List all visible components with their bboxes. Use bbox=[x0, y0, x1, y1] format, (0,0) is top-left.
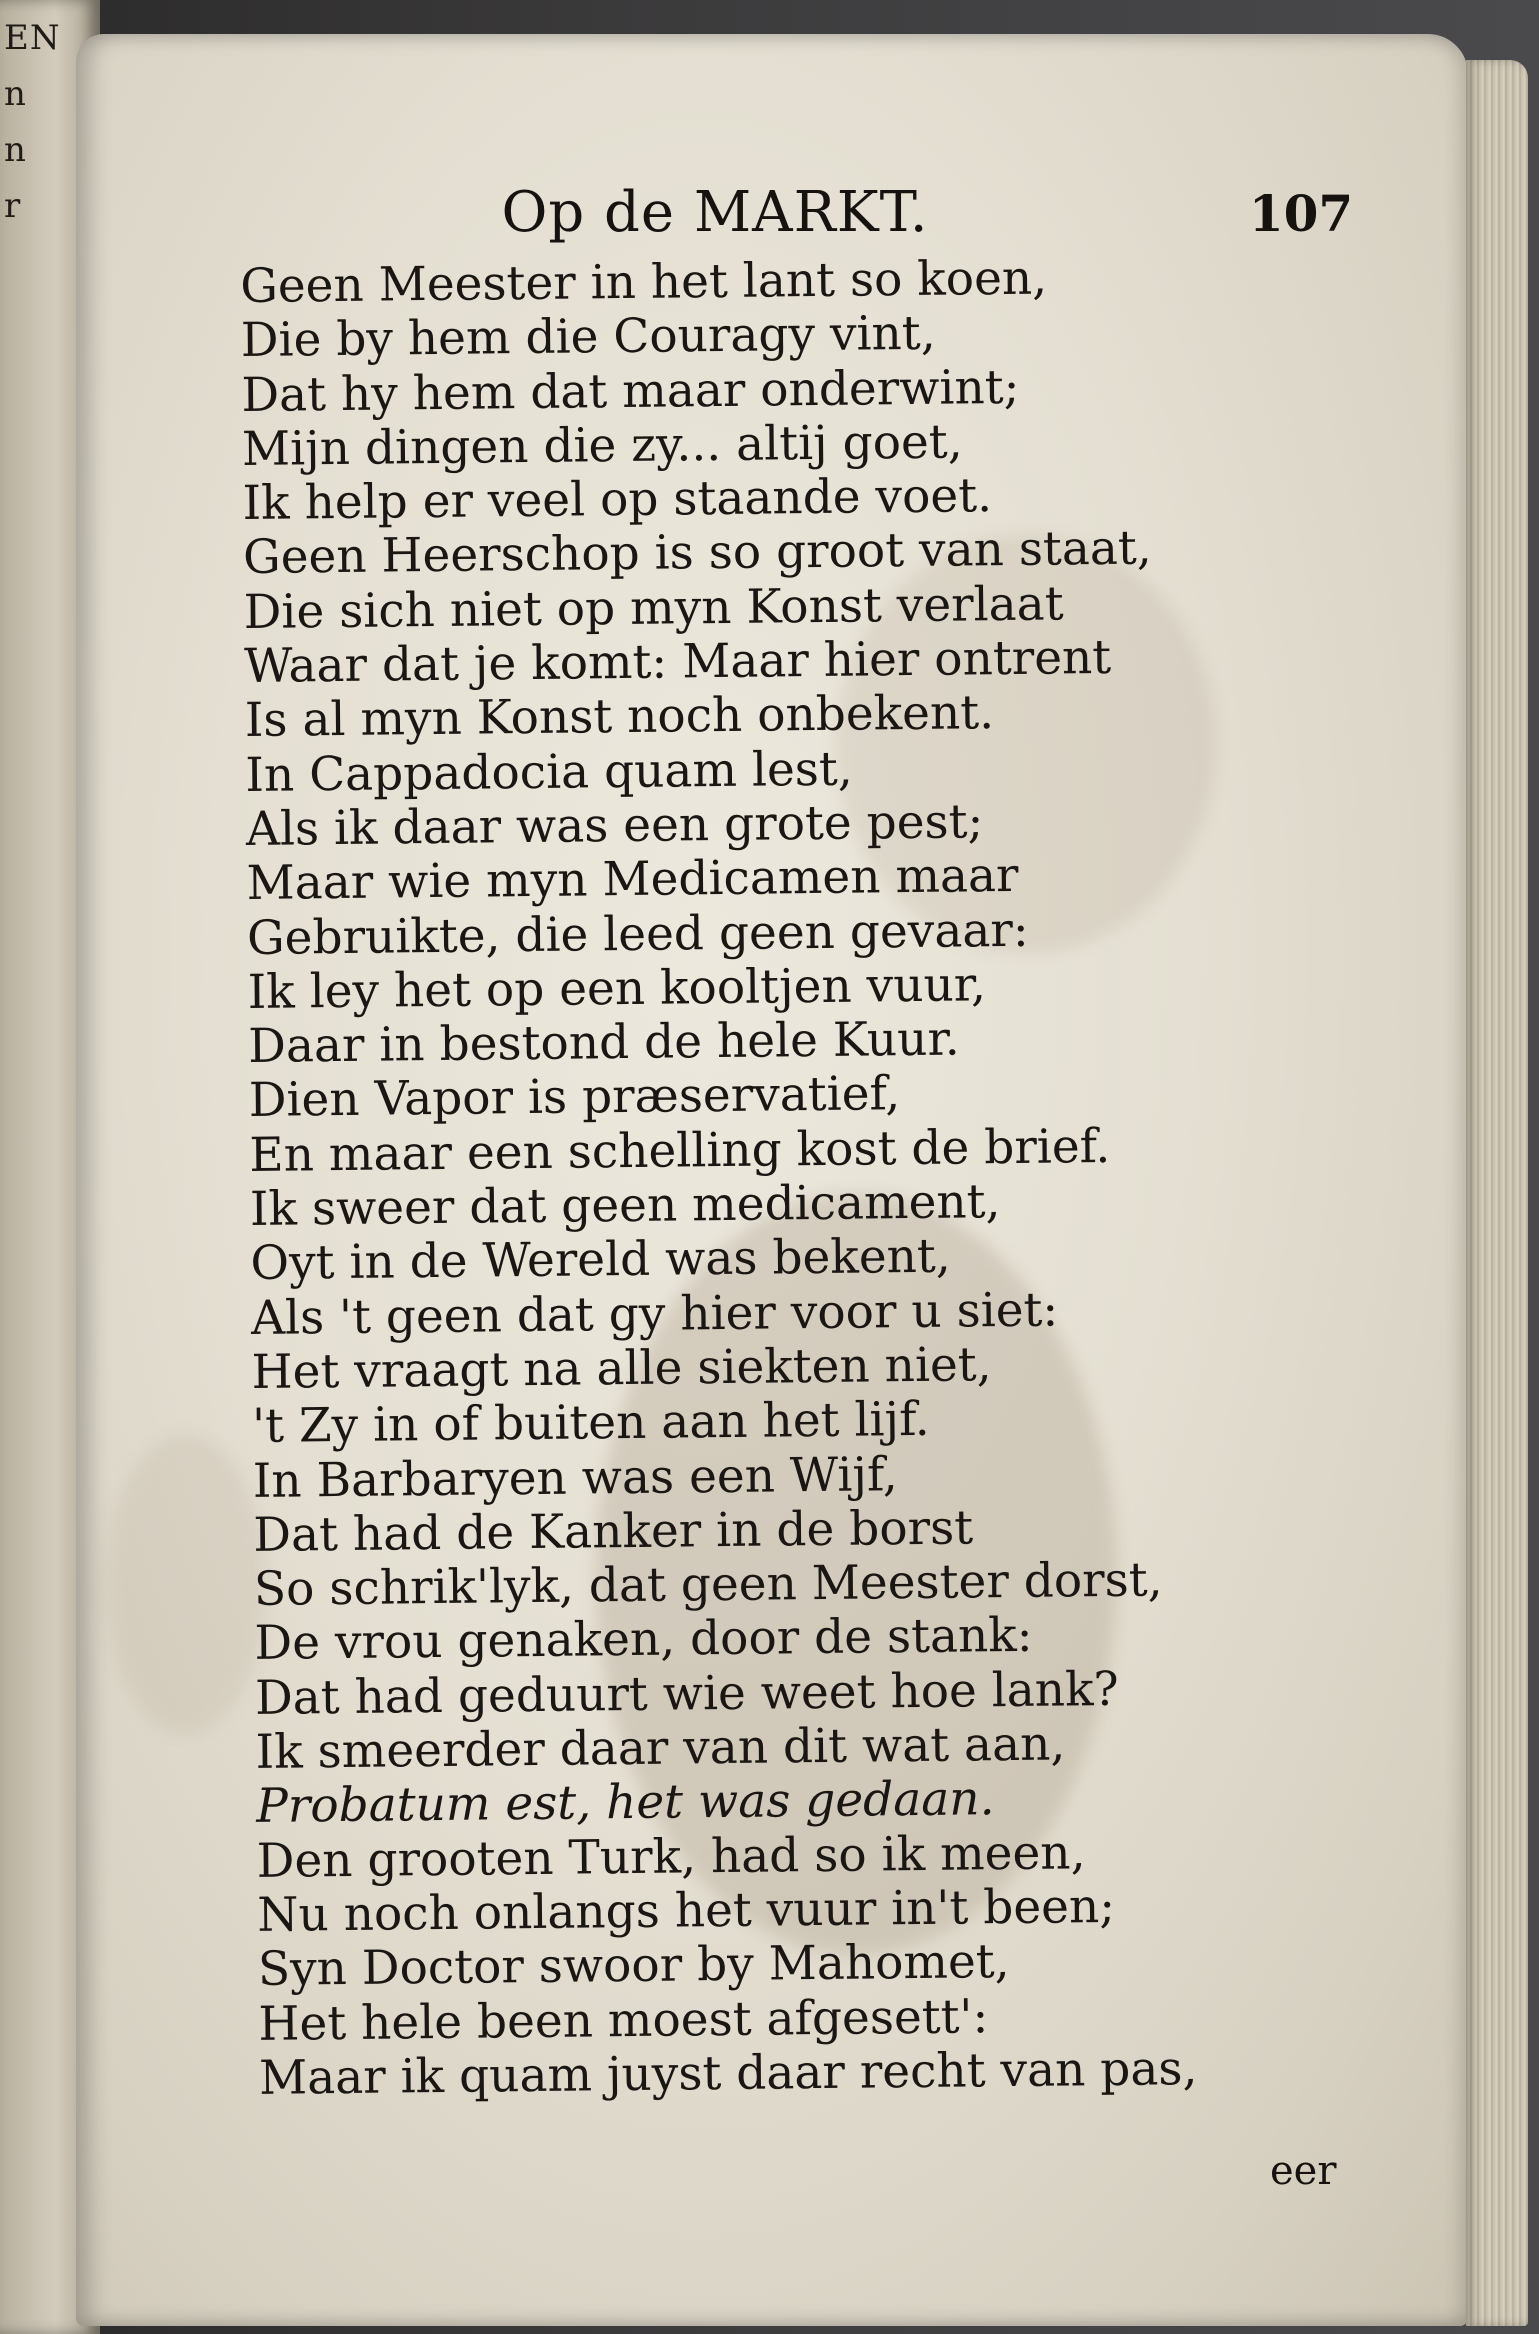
verse-text bbox=[240, 248, 1419, 2106]
verse-line: 't Zy in of buiten aan het lijf. bbox=[251, 1392, 930, 1455]
verse-line: Maar wie myn Medicamen maar bbox=[246, 848, 1019, 912]
verse-line: Probatum est, het was gedaan. bbox=[255, 1771, 995, 1835]
verse-line: Is al myn Konst noch onbekent. bbox=[244, 685, 995, 749]
verse-line: Die by hem die Couragy vint, bbox=[240, 306, 936, 369]
verse-line: Den grooten Turk, had so ik meen, bbox=[256, 1824, 1086, 1889]
verse-line: Dat had geduurt wie weet hoe lank? bbox=[254, 1661, 1120, 1726]
verse-line: Die sich niet op myn Konst verlaat bbox=[243, 576, 1064, 640]
page-number: 107 bbox=[1248, 184, 1354, 243]
verse-line: Waar dat je komt: Maar hier ontrent bbox=[243, 629, 1112, 695]
verse-line: Ik smeerder daar van dit wat aan, bbox=[255, 1716, 1066, 1780]
verse-line: Dat hy hem dat maar onderwint; bbox=[241, 359, 1020, 423]
running-header: Op de MARKT. bbox=[501, 180, 929, 245]
verse-line: Daar in bestond de hele Kuur. bbox=[247, 1011, 960, 1075]
verse-line: Mijn dingen die zy... altij goet, bbox=[241, 414, 963, 477]
paper-stain bbox=[106, 1434, 266, 1734]
verse-line: Geen Meester in het lant so koen, bbox=[239, 250, 1048, 314]
page-edges bbox=[1466, 60, 1528, 2326]
verse-line: Geen Heerschop is so groot van staat, bbox=[242, 520, 1152, 586]
verse-line: In Barbaryen was een Wijf, bbox=[252, 1446, 898, 1509]
verse-line: Gebruikte, die leed geen gevaar: bbox=[246, 902, 1029, 966]
verse-line: Ik sweer dat geen medicament, bbox=[249, 1174, 1001, 1237]
verse-line: Ik help er veel op staande voet. bbox=[242, 468, 993, 532]
verse-line: Het vraagt na alle siekten niet, bbox=[251, 1337, 992, 1400]
verse-line: De vrou genaken, door de stank: bbox=[254, 1608, 1033, 1672]
verse-line: Als ik daar was een grote pest; bbox=[245, 794, 984, 857]
catchword: eer bbox=[1270, 2148, 1337, 2194]
verse-line: Als 't geen dat gy hier voor u siet: bbox=[250, 1282, 1059, 1346]
verse-line: In Cappadocia quam lest, bbox=[245, 741, 853, 803]
verse-line: Syn Doctor swoor by Mahomet, bbox=[257, 1934, 1010, 1998]
verse-line: Nu noch onlangs het vuur in't been; bbox=[257, 1878, 1116, 1943]
left-page-edge-text: EN n n r bbox=[4, 18, 61, 226]
verse-line: Het hele been moest afgesett': bbox=[258, 1988, 989, 2052]
verse-line: Ik ley het op een kooltjen vuur, bbox=[247, 957, 987, 1020]
verse-line: En maar een schelling kost de brief. bbox=[249, 1118, 1111, 1183]
verse-line: Oyt in de Wereld was bekent, bbox=[250, 1228, 951, 1292]
verse-line: Dat had de Kanker in de borst bbox=[253, 1500, 974, 1563]
verse-line: Maar ik quam juyst daar recht van pas, bbox=[258, 2040, 1198, 2106]
verse-line: So schrik'lyk, dat geen Meester dorst, bbox=[253, 1552, 1163, 1618]
verse-line: Dien Vapor is præservatief, bbox=[248, 1066, 901, 1129]
